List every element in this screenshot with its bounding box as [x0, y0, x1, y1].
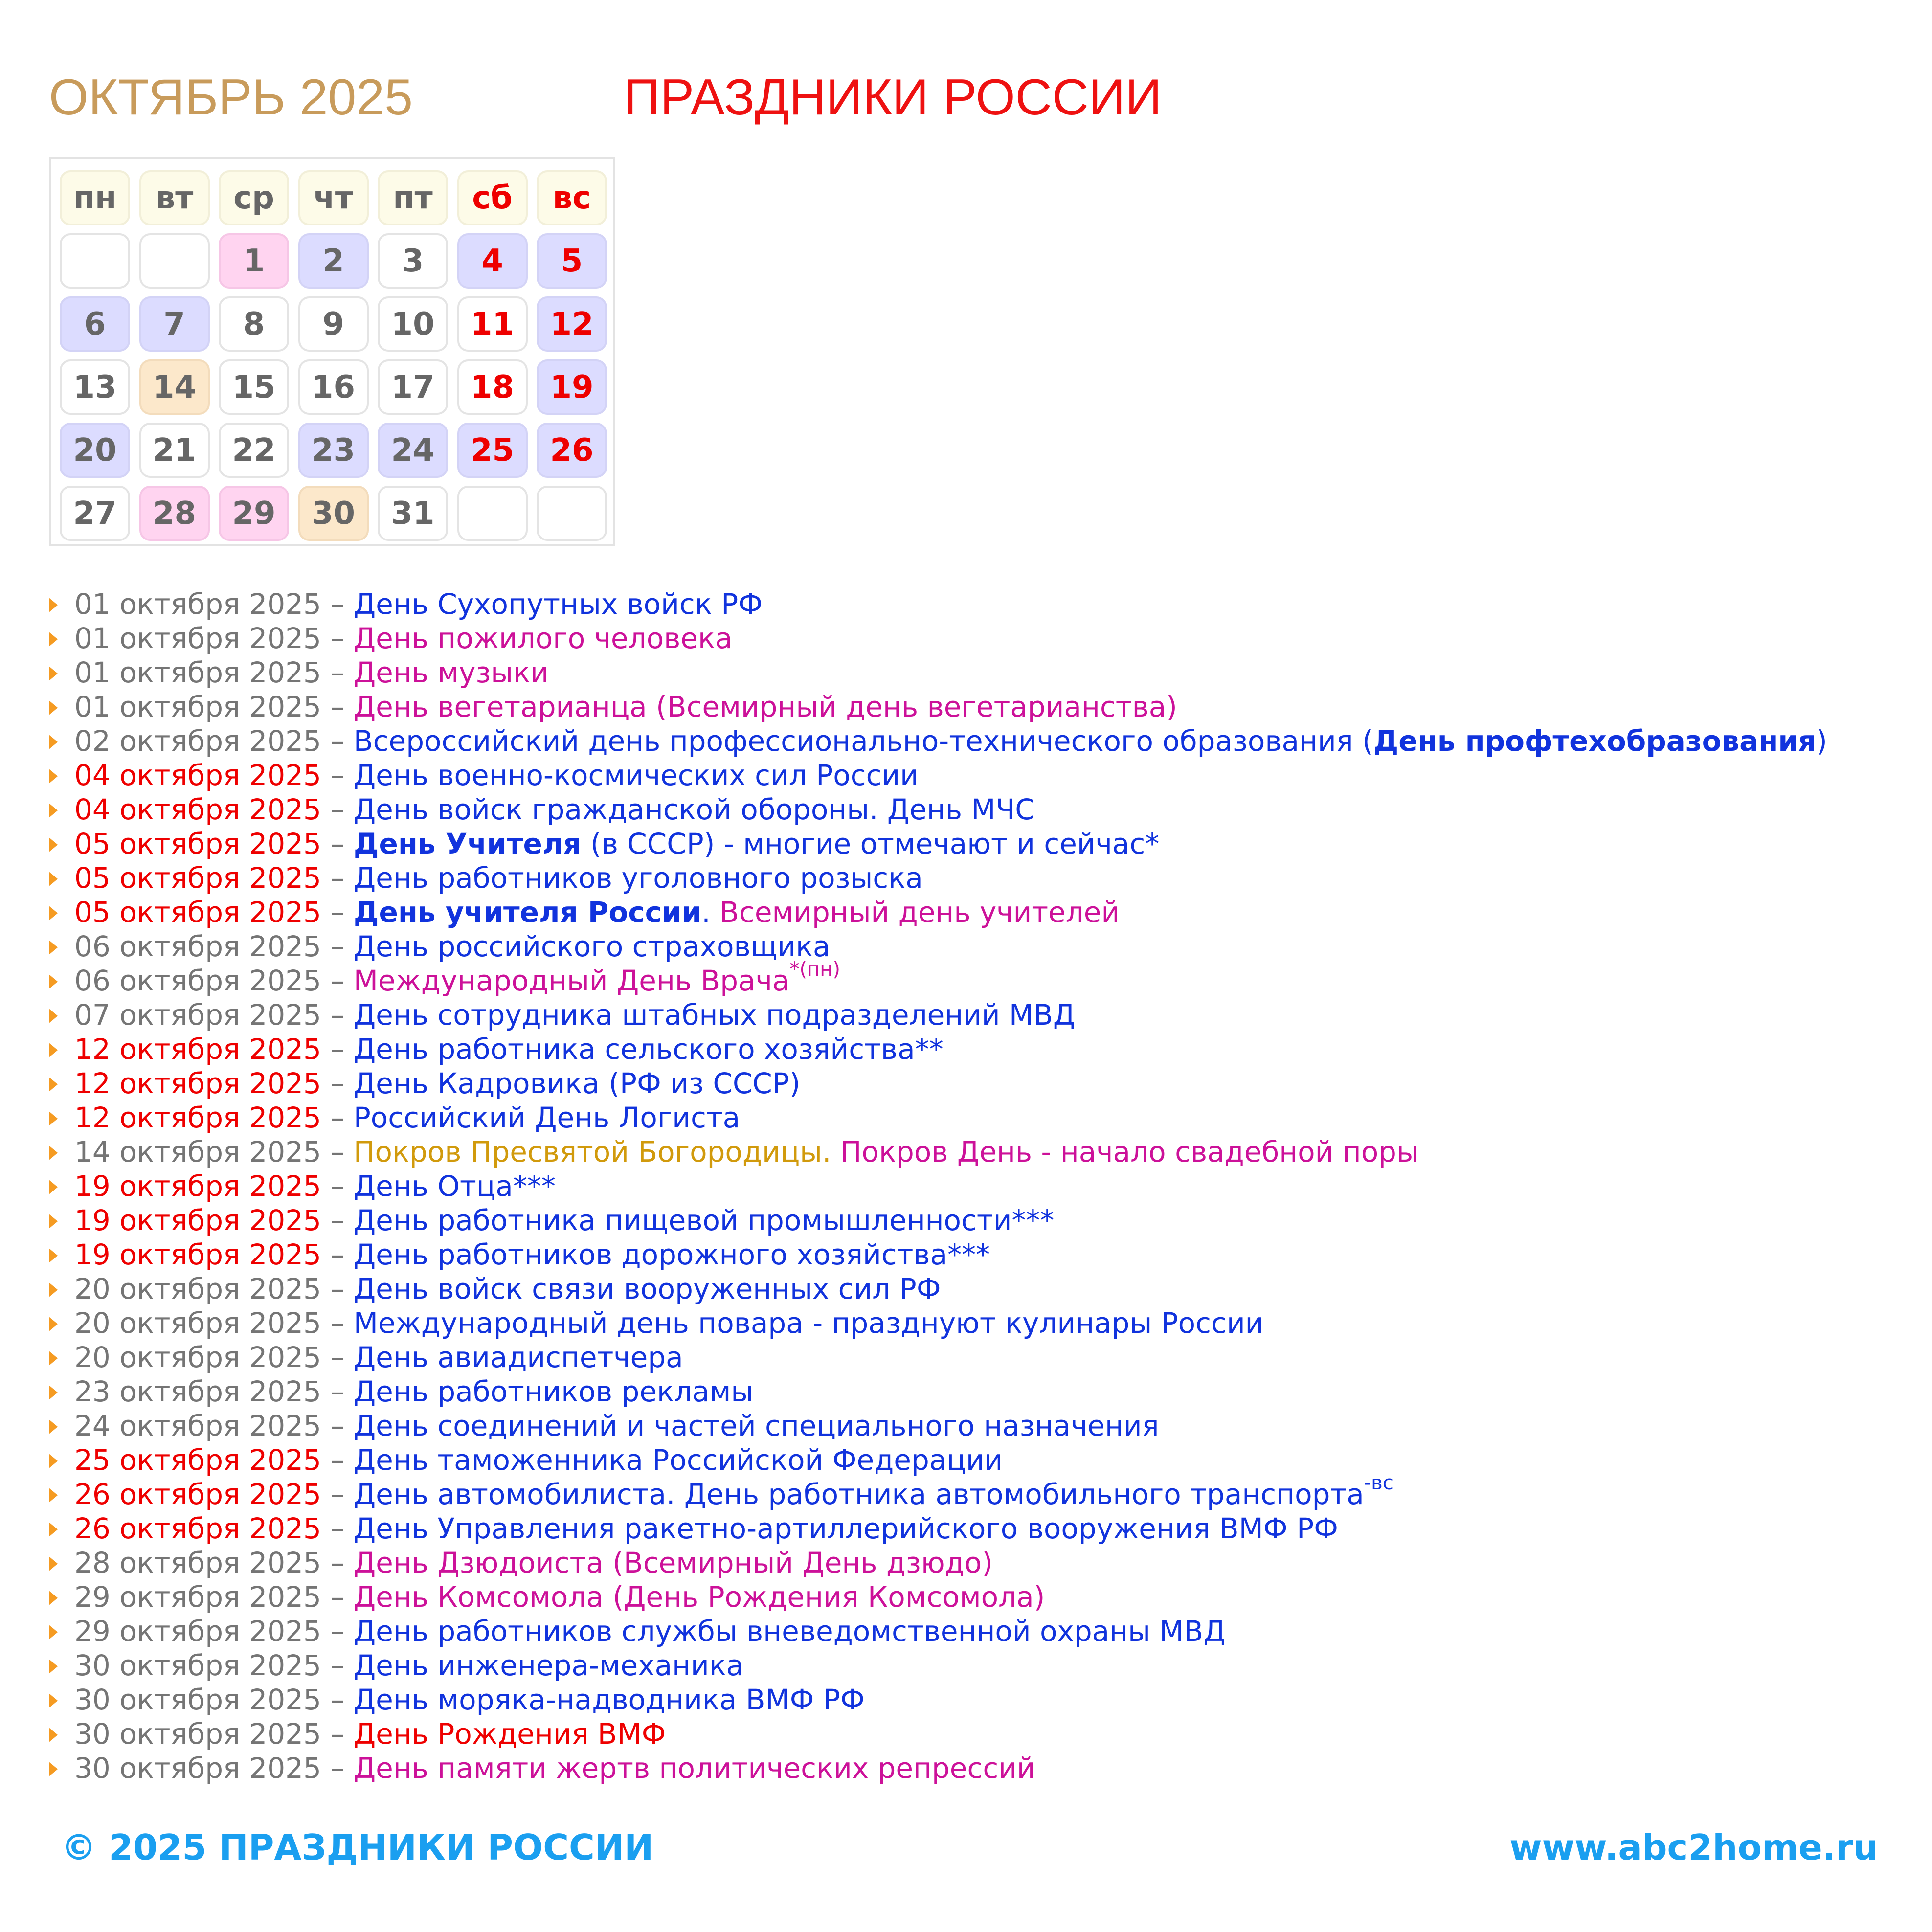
holiday-name: День войск гражданской обороны. День МЧС: [353, 793, 1035, 826]
holiday-name: День инженера-механика: [353, 1649, 744, 1682]
triangle-bullet-icon: [49, 1625, 58, 1640]
holiday-date: 20 октября 2025: [74, 1341, 321, 1374]
holiday-date: 30 октября 2025: [74, 1683, 321, 1716]
holiday-name: Всемирный день учителей: [719, 896, 1120, 929]
holiday-name: День Сухопутных войск РФ: [353, 587, 763, 621]
calendar-day-cell: 14: [139, 359, 210, 415]
calendar-day-cell: 19: [537, 359, 607, 415]
holiday-item: [49, 998, 1827, 1032]
holiday-date: 01 октября 2025: [74, 622, 321, 655]
weekday-header-cell: пт: [378, 170, 448, 225]
calendar-day-cell: 7: [139, 296, 210, 352]
footer-website-link[interactable]: www.abc2home.ru: [1509, 1827, 1878, 1868]
calendar-day-cell: 28: [139, 486, 210, 541]
calendar-day-cell: 29: [219, 486, 289, 541]
triangle-bullet-icon: [49, 1077, 58, 1092]
holiday-name: День Кадровика (РФ из СССР): [353, 1067, 801, 1100]
holiday-item: [49, 792, 1827, 827]
calendar-day-cell: 26: [537, 423, 607, 478]
calendar-day-cell: 5: [537, 233, 607, 289]
holiday-name: День моряка-надводника ВМФ РФ: [353, 1683, 865, 1716]
triangle-bullet-icon: [49, 1317, 58, 1331]
holiday-date: 25 октября 2025: [74, 1443, 321, 1477]
date-separator: –: [321, 1375, 354, 1408]
calendar-day-cell: 2: [298, 233, 369, 289]
date-separator: –: [321, 724, 354, 758]
holiday-name: День соединений и частей специального назначения: [353, 1409, 1159, 1442]
weekday-header-cell: чт: [298, 170, 369, 225]
triangle-bullet-icon: [49, 1180, 58, 1194]
triangle-bullet-icon: [49, 700, 58, 715]
date-separator: –: [321, 998, 354, 1032]
holiday-date: 01 октября 2025: [74, 656, 321, 689]
holiday-item: [49, 895, 1827, 929]
date-separator: –: [321, 1683, 354, 1716]
triangle-bullet-icon: [49, 1043, 58, 1057]
holiday-date: 23 октября 2025: [74, 1375, 321, 1408]
calendar-day-cell: 22: [219, 423, 289, 478]
holiday-date: 07 октября 2025: [74, 998, 321, 1032]
triangle-bullet-icon: [49, 1282, 58, 1297]
triangle-bullet-icon: [49, 872, 58, 886]
triangle-bullet-icon: [49, 974, 58, 989]
triangle-bullet-icon: [49, 1146, 58, 1160]
date-separator: –: [321, 1752, 354, 1785]
holiday-item: [49, 1374, 1827, 1409]
holiday-item: [49, 621, 1827, 655]
weekday-header-cell: пн: [60, 170, 130, 225]
triangle-bullet-icon: [49, 1419, 58, 1434]
date-separator: –: [321, 827, 354, 860]
calendar-day-cell: 6: [60, 296, 130, 352]
weekday-header-cell: вс: [537, 170, 607, 225]
date-separator: –: [321, 1272, 354, 1305]
holiday-date: 26 октября 2025: [74, 1512, 321, 1545]
date-separator: –: [321, 1341, 354, 1374]
calendar-day-cell: 24: [378, 423, 448, 478]
calendar-empty-cell: [457, 486, 528, 541]
page-title: ПРАЗДНИКИ РОССИИ: [624, 69, 1162, 126]
holiday-date: 05 октября 2025: [74, 896, 321, 929]
weekday-header-cell: вт: [139, 170, 210, 225]
triangle-bullet-icon: [49, 906, 58, 921]
date-separator: –: [321, 930, 354, 963]
holiday-date: 29 октября 2025: [74, 1580, 321, 1614]
holiday-name: День Комсомола (День Рождения Комсомола): [353, 1580, 1045, 1614]
holiday-item: [49, 1717, 1827, 1751]
holiday-name: День работника сельского хозяйства**: [353, 1033, 944, 1066]
holiday-date: 12 октября 2025: [74, 1067, 321, 1100]
holiday-name: Международный День Врача: [353, 964, 790, 997]
triangle-bullet-icon: [49, 1693, 58, 1708]
date-separator: –: [321, 896, 354, 929]
holiday-footnote-mark: -вс: [1364, 1472, 1393, 1494]
holiday-date: 05 октября 2025: [74, 827, 321, 860]
calendar-day-cell: 13: [60, 359, 130, 415]
triangle-bullet-icon: [49, 1454, 58, 1468]
triangle-bullet-icon: [49, 666, 58, 681]
holiday-name: День музыки: [353, 656, 549, 689]
holiday-name: День вегетарианца (Всемирный день вегетарианства): [353, 690, 1177, 723]
triangle-bullet-icon: [49, 1385, 58, 1400]
calendar-day-cell: 27: [60, 486, 130, 541]
date-separator: –: [321, 861, 354, 895]
date-separator: –: [321, 1033, 354, 1066]
holiday-date: 14 октября 2025: [74, 1135, 321, 1168]
holiday-date: 06 октября 2025: [74, 964, 321, 997]
footer-copyright: © 2025 ПРАЗДНИКИ РОССИИ: [61, 1827, 654, 1868]
date-separator: –: [321, 1204, 354, 1237]
month-calendar: [49, 157, 615, 546]
holiday-item: [49, 1272, 1827, 1306]
holiday-name: (в СССР) - многие отмечают и сейчас*: [581, 827, 1160, 860]
triangle-bullet-icon: [49, 1009, 58, 1023]
holiday-name: День работников рекламы: [353, 1375, 754, 1408]
holiday-date: 01 октября 2025: [74, 587, 321, 621]
holiday-name: День работников дорожного хозяйства***: [353, 1238, 990, 1271]
holiday-item: [49, 1511, 1827, 1546]
holiday-list: [49, 587, 1827, 1785]
holiday-date: 30 октября 2025: [74, 1649, 321, 1682]
holiday-item: [49, 1306, 1827, 1340]
date-separator: –: [321, 1067, 354, 1100]
holiday-item: [49, 1546, 1827, 1580]
holiday-item: [49, 1340, 1827, 1374]
calendar-empty-cell: [60, 233, 130, 289]
holiday-date: 04 октября 2025: [74, 759, 321, 792]
holiday-name: День работников уголовного розыска: [353, 861, 923, 895]
holiday-item: [49, 1066, 1827, 1101]
date-separator: –: [321, 587, 354, 621]
calendar-day-cell: 15: [219, 359, 289, 415]
calendar-day-cell: 3: [378, 233, 448, 289]
holiday-date: 02 октября 2025: [74, 724, 321, 758]
triangle-bullet-icon: [49, 803, 58, 818]
calendar-day-cell: 4: [457, 233, 528, 289]
calendar-day-cell: 23: [298, 423, 369, 478]
holiday-name: День Управления ракетно-артиллерийского вооружения ВМФ РФ: [353, 1512, 1339, 1545]
holiday-name: День работника пищевой промышленности***: [353, 1204, 1055, 1237]
date-separator: –: [321, 759, 354, 792]
calendar-day-cell: 1: [219, 233, 289, 289]
holiday-date: 29 октября 2025: [74, 1615, 321, 1648]
date-separator: –: [321, 656, 354, 689]
holiday-date: 05 октября 2025: [74, 861, 321, 895]
date-separator: –: [321, 622, 354, 655]
date-separator: –: [321, 1238, 354, 1271]
holiday-item: [49, 1135, 1827, 1169]
holiday-name: ): [1816, 724, 1827, 758]
holiday-date: 26 октября 2025: [74, 1478, 321, 1511]
holiday-item: [49, 1614, 1827, 1648]
holiday-date: 12 октября 2025: [74, 1101, 321, 1134]
holiday-date: 12 октября 2025: [74, 1033, 321, 1066]
triangle-bullet-icon: [49, 1214, 58, 1229]
month-title: ОКТЯБРЬ 2025: [49, 69, 413, 126]
holiday-name: День автомобилиста. День работника автомобильного транспорта: [353, 1478, 1364, 1511]
holiday-date: 06 октября 2025: [74, 930, 321, 963]
date-separator: –: [321, 1717, 354, 1751]
holiday-name: День таможенника Российской Федерации: [353, 1443, 1003, 1477]
triangle-bullet-icon: [49, 632, 58, 647]
date-separator: –: [321, 1580, 354, 1614]
date-separator: –: [321, 1478, 354, 1511]
calendar-day-cell: 8: [219, 296, 289, 352]
triangle-bullet-icon: [49, 1488, 58, 1503]
calendar-day-cell: 30: [298, 486, 369, 541]
triangle-bullet-icon: [49, 1351, 58, 1366]
holiday-footnote-mark: *(пн): [789, 958, 840, 981]
date-separator: –: [321, 1443, 354, 1477]
holiday-date: 19 октября 2025: [74, 1169, 321, 1203]
date-separator: –: [321, 964, 354, 997]
triangle-bullet-icon: [49, 1659, 58, 1674]
holiday-name: День Учителя: [353, 827, 582, 860]
holiday-name: День профтехобразования: [1373, 724, 1817, 758]
triangle-bullet-icon: [49, 598, 58, 612]
triangle-bullet-icon: [49, 1556, 58, 1571]
calendar-day-cell: 11: [457, 296, 528, 352]
holiday-date: 19 октября 2025: [74, 1204, 321, 1237]
holiday-item: [49, 758, 1827, 792]
triangle-bullet-icon: [49, 1762, 58, 1776]
holiday-name: .: [701, 896, 720, 929]
holiday-name: День Дзюдоиста (Всемирный День дзюдо): [353, 1546, 993, 1579]
holiday-item: [49, 861, 1827, 895]
calendar-day-cell: 31: [378, 486, 448, 541]
holiday-name: Российский День Логиста: [353, 1101, 741, 1134]
holiday-item: [49, 1751, 1827, 1785]
holiday-item: [49, 587, 1827, 621]
holiday-name: Всероссийский день профессионально-технического образования (: [353, 724, 1373, 758]
holiday-date: 30 октября 2025: [74, 1717, 321, 1751]
holiday-item: [49, 1169, 1827, 1203]
holiday-item: [49, 1237, 1827, 1272]
holiday-date: 28 октября 2025: [74, 1546, 321, 1579]
holiday-name: Покров День - начало свадебной поры: [840, 1135, 1419, 1168]
weekday-header-cell: сб: [457, 170, 528, 225]
triangle-bullet-icon: [49, 940, 58, 955]
holiday-item: [49, 724, 1827, 758]
date-separator: –: [321, 1409, 354, 1442]
holiday-name: День пожилого человека: [353, 622, 733, 655]
triangle-bullet-icon: [49, 1111, 58, 1126]
calendar-day-cell: 10: [378, 296, 448, 352]
holiday-name: День Рождения ВМФ: [353, 1717, 666, 1751]
holiday-item: [49, 1032, 1827, 1066]
holiday-item: [49, 1203, 1827, 1237]
holiday-name: День войск связи вооруженных сил РФ: [353, 1272, 941, 1305]
date-separator: –: [321, 1546, 354, 1579]
holiday-item: [49, 1683, 1827, 1717]
holiday-date: 20 октября 2025: [74, 1306, 321, 1340]
calendar-day-cell: 21: [139, 423, 210, 478]
triangle-bullet-icon: [49, 837, 58, 852]
holiday-name: День учителя России: [353, 896, 702, 929]
date-separator: –: [321, 1615, 354, 1648]
date-separator: –: [321, 690, 354, 723]
holiday-name: Покров Пресвятой Богородицы.: [353, 1135, 840, 1168]
triangle-bullet-icon: [49, 769, 58, 784]
calendar-day-cell: 16: [298, 359, 369, 415]
triangle-bullet-icon: [49, 1591, 58, 1605]
holiday-item: [49, 655, 1827, 690]
holiday-item: [49, 1443, 1827, 1477]
holiday-name: День российского страховщика: [353, 930, 831, 963]
calendar-day-cell: 9: [298, 296, 369, 352]
holiday-date: 20 октября 2025: [74, 1272, 321, 1305]
holiday-date: 30 октября 2025: [74, 1752, 321, 1785]
holiday-date: 01 октября 2025: [74, 690, 321, 723]
triangle-bullet-icon: [49, 1728, 58, 1742]
triangle-bullet-icon: [49, 1248, 58, 1263]
holiday-item: [49, 1472, 1827, 1511]
holiday-item: [49, 1101, 1827, 1135]
date-separator: –: [321, 1649, 354, 1682]
calendar-day-cell: 18: [457, 359, 528, 415]
date-separator: –: [321, 1169, 354, 1203]
holiday-date: 24 октября 2025: [74, 1409, 321, 1442]
calendar-day-cell: 25: [457, 423, 528, 478]
date-separator: –: [321, 1101, 354, 1134]
holiday-name: День памяти жертв политических репрессий: [353, 1752, 1035, 1785]
holiday-name: День работников службы вневедомственной охраны МВД: [353, 1615, 1226, 1648]
holiday-name: День авиадиспетчера: [353, 1341, 683, 1374]
date-separator: –: [321, 1135, 354, 1168]
holiday-item: [49, 1409, 1827, 1443]
holiday-item: [49, 690, 1827, 724]
holiday-name: День Отца***: [353, 1169, 556, 1203]
holiday-date: 04 октября 2025: [74, 793, 321, 826]
holiday-name: День сотрудника штабных подразделений МВД: [353, 998, 1076, 1032]
holiday-date: 19 октября 2025: [74, 1238, 321, 1271]
weekday-header-cell: ср: [219, 170, 289, 225]
triangle-bullet-icon: [49, 735, 58, 749]
triangle-bullet-icon: [49, 1522, 58, 1537]
calendar-empty-cell: [537, 486, 607, 541]
date-separator: –: [321, 1306, 354, 1340]
holiday-name: День военно-космических сил России: [353, 759, 919, 792]
holiday-item: [49, 958, 1827, 998]
holiday-item: [49, 827, 1827, 861]
calendar-day-cell: 12: [537, 296, 607, 352]
holiday-name: Международный день повара - празднуют кулинары России: [353, 1306, 1264, 1340]
date-separator: –: [321, 793, 354, 826]
calendar-day-cell: 20: [60, 423, 130, 478]
calendar-empty-cell: [139, 233, 210, 289]
calendar-day-cell: 17: [378, 359, 448, 415]
date-separator: –: [321, 1512, 354, 1545]
holiday-item: [49, 929, 1827, 964]
holiday-item: [49, 1648, 1827, 1683]
holiday-item: [49, 1580, 1827, 1614]
